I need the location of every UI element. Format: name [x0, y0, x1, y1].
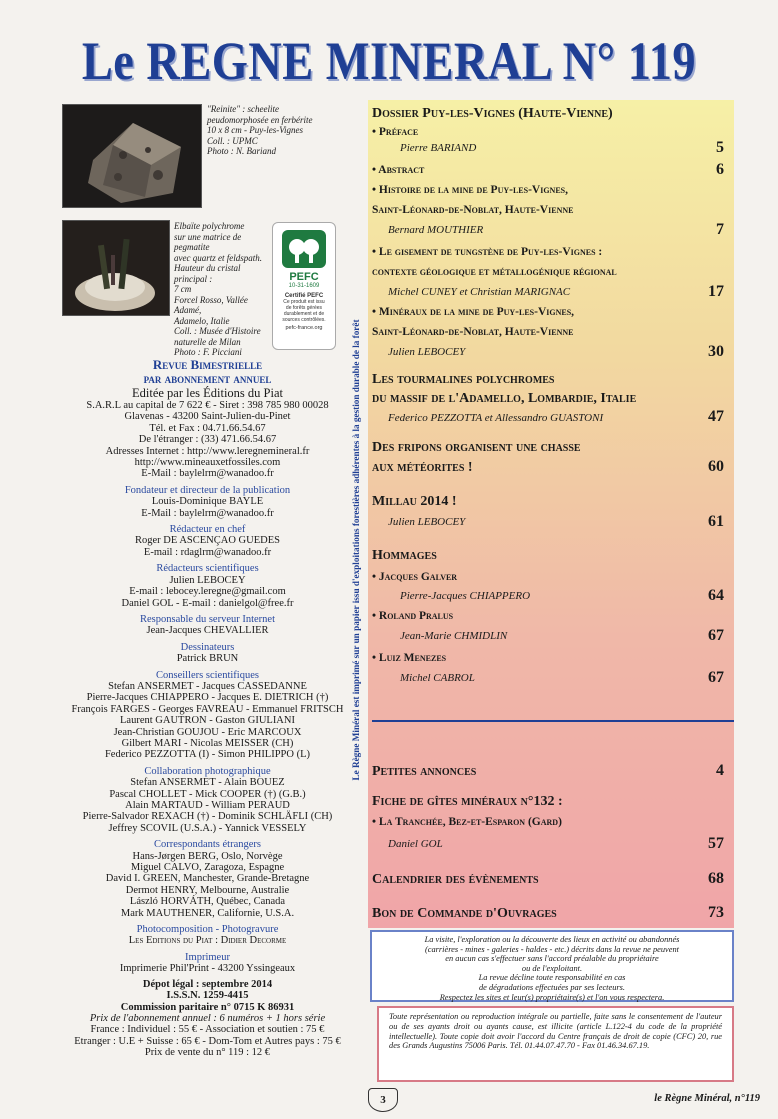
role-title: Photocomposition - Photogravure	[136, 924, 279, 936]
toc-author: Bernard MOUTHIER	[388, 224, 484, 236]
page-number: 3	[368, 1088, 398, 1112]
toc-item: • Histoire de la mine de Puy-les-Vignes,	[372, 184, 568, 196]
role-line: E-mail : rdaglrm@wanadoo.fr	[143, 546, 272, 558]
notice1-line: La visite, l'exploration ou la découverte des lieux en activité ou abandonnés	[424, 935, 680, 944]
address-line: Adresses Internet : http://www.leregnemineral.fr	[105, 445, 310, 457]
toc-section: Millau 2014 !	[372, 494, 457, 509]
prix-abonnement: Prix de l'abonnement annuel : 6 numéros + 1 hors série	[89, 1012, 326, 1024]
role-line: Imprimerie Phil'Print - 43200 Yssingeaux	[119, 963, 296, 975]
toc-page: 67	[708, 627, 724, 644]
toc-section: Bon de Commande d'Ouvrages	[372, 906, 557, 921]
toc-page: 68	[708, 870, 724, 887]
masthead	[50, 358, 365, 1059]
role-line: Patrick BRUN	[176, 653, 239, 665]
role-line: Jean-Jacques CHEVALLIER	[146, 625, 269, 637]
toc-page: 67	[708, 669, 724, 686]
page-title: Le REGNE MINERAL N° 119	[81, 31, 697, 91]
role-line: François FARGES - Georges FAVREAU - Emmanuel FRITSCH	[71, 703, 344, 715]
toc-section: Petites annonces	[372, 764, 477, 779]
vertical-paper-note	[349, 250, 363, 850]
toc-section: Calendrier des évènements	[372, 872, 539, 887]
toc-page: 5	[716, 139, 724, 156]
photo2-caption-line: Hauteur du cristal principal :	[174, 263, 241, 284]
notice1-line: (carrières - mines - galeries - haldes - etc.) décrits dans la revue ne peuvent	[424, 944, 680, 954]
notice1-line: de dégradations effectuées par ses lecteurs.	[478, 982, 626, 992]
pefc-text-line: sources contrôlées.	[282, 317, 326, 323]
commission: Commission paritaire n° 0715 K 86931	[120, 1001, 295, 1013]
photo1-caption-line: Coll. : UPMC	[207, 135, 258, 146]
pefc-brand: PEFC	[289, 271, 319, 283]
toc-author: Pierre-Jacques CHIAPPERO	[400, 590, 531, 602]
footer-magazine: le Règne Minéral, n°119	[654, 1093, 760, 1104]
toc-page: 61	[708, 513, 724, 530]
toc-item: Saint-Léonard-de-Noblat, Haute-Vienne	[372, 326, 574, 338]
role-line: Julien LEBOCEY	[169, 574, 246, 586]
toc-page: 47	[708, 408, 724, 425]
toc-item: • Le gisement de tungstène de Puy-les-Vignes :	[372, 246, 603, 258]
toc-author: Daniel GOL	[388, 838, 443, 850]
toc-section: Fiche de gîtes minéraux n°132 :	[372, 794, 563, 809]
abonnement-label: par abonnement annuel	[143, 371, 272, 386]
photo2-caption-line: naturelle de Milan	[174, 336, 241, 347]
photo2-caption-line: 7 cm	[174, 284, 192, 294]
role-title: Fondateur et directeur de la publication	[124, 484, 291, 496]
pefc-cert: Certifié PEFC	[284, 293, 324, 299]
toc-author: Michel CUNEY et Christian MARIGNAC	[388, 286, 571, 298]
role-line: Jean-Christian GOUJOU - Eric MARCOUX	[113, 726, 302, 738]
photo2-caption-line: Coll. : Musée d'Histoire	[174, 326, 261, 336]
prix-etranger: Etranger : U.E + Suisse : 65 € - Dom-Tom et Autres pays : 75 €	[74, 1035, 341, 1047]
editor: Editée par les Éditions du Piat	[131, 386, 283, 400]
role-line: Louis-Dominique BAYLE	[151, 496, 264, 508]
notice1-line: en aucun cas s'effectuer sans l'accord préalable du propriétaire	[445, 954, 659, 964]
toc-page: 30	[708, 343, 724, 360]
toc-page: 73	[708, 904, 724, 921]
toc-author: Jean-Marie CHMIDLIN	[400, 630, 508, 642]
role-line: Roger DE ASCENÇAO GUEDES	[135, 535, 280, 547]
role-line: Pierre-Salvador REXACH (†) - Dominik SCHLÄFLI (CH)	[82, 811, 333, 823]
toc-page: 7	[716, 221, 724, 238]
toc-item: • Jacques Galver	[372, 571, 458, 583]
photo1-caption-line: Photo : N. Bariand	[207, 146, 276, 156]
role-line: Pascal CHOLLET - Mick COOPER (†) (G.B.)	[109, 788, 306, 800]
toc-author: Pierre BARIAND	[400, 142, 477, 154]
vertical-paper-note-text: Le Règne Minéral est imprimé sur un papier issu d'exploitations forestières adhérentes à la gestion durable de la forêt	[351, 319, 361, 781]
photo1-caption-line: 10 x 8 cm - Puy-les-Vignes	[207, 125, 304, 135]
pefc-code: 10-31-1609	[288, 283, 320, 289]
notice1-line: Respectez les sites et leur(s) propriétaire(s) et l'on vous respectera.	[439, 992, 665, 1002]
toc-divider	[372, 720, 734, 722]
address-line: Tél. et Fax : 04.71.66.54.67	[149, 422, 266, 434]
toc-section: du massif de l'Adamello, Lombardie, Italie	[372, 391, 637, 406]
role-title: Imprimeur	[185, 951, 230, 963]
pefc-text-line: durablement et de	[283, 311, 325, 317]
toc-item: • Luiz Menezes	[372, 652, 447, 664]
photo2-caption-line: avec quartz et feldspath.	[174, 252, 262, 263]
copyright-notice: Toute représentation ou reproduction intégrale ou partielle, faite sans le consentement de l'auteur ou de ses ayants droit ou ayants cause, est illicite (article L.122-4 du code de la propriété intellectuelle). Toute copie doit avoir l'accord du Centre français de droit de copie (CFC) 20, rue des Grands Augustins 75006 Paris. Tél. 01.44.07.47.70 - Fax 01.46.34.67.19.	[377, 1006, 734, 1082]
toc-section: Hommages	[372, 548, 437, 563]
photo1-caption-line: peudomorphosée en ferbérite	[207, 114, 313, 125]
toc-page: 6	[716, 161, 724, 178]
elbaite-image	[63, 221, 170, 316]
role-line: E-Mail : baylelrm@wanadoo.fr	[141, 507, 274, 519]
role-title: Correspondants étrangers	[153, 839, 261, 851]
toc-page: 57	[708, 835, 724, 852]
address-line: E-Mail : baylelrm@wanadoo.fr	[141, 468, 274, 480]
role-title: Rédacteurs scientifiques	[156, 563, 259, 575]
toc-item: Saint-Léonard-de-Noblat, Haute-Vienne	[372, 204, 574, 216]
toc-item: • Roland Pralus	[372, 610, 454, 622]
role-line: Jeffrey SCOVIL (U.S.A.) - Yannick VESSELY	[108, 822, 307, 834]
role-line: Stefan ANSERMET - Jacques CASSEDANNE	[108, 680, 307, 692]
prix-vente: Prix de vente du n° 119 : 12 €	[144, 1047, 271, 1059]
pefc-site: pefc-france.org	[285, 325, 323, 331]
toc-author: Julien LEBOCEY	[388, 346, 466, 358]
role-title: Rédacteur en chef	[169, 524, 246, 536]
role-line: Laurent GAUTRON - Gaston GIULIANI	[120, 715, 295, 727]
notice1-line: La revue décline toute responsabilité en cas	[478, 973, 626, 983]
role-line: Daniel GOL - E-mail : danielgol@free.fr	[121, 597, 294, 609]
pefc-text-line: Ce produit est issu	[283, 299, 325, 305]
address-line: http://www.mineauxetfossiles.com	[134, 457, 281, 469]
role-line: Miguel CALVO, Zaragoza, Espagne	[130, 862, 285, 874]
role-line: Alain MARTAUD - William PERAUD	[125, 800, 290, 811]
role-title: Responsable du serveur Internet	[140, 613, 275, 625]
role-line: Hans-Jørgen BERG, Oslo, Norvège	[132, 850, 283, 862]
toc-author: Julien LEBOCEY	[388, 516, 466, 528]
role-title: Collaboration photographique	[144, 765, 271, 777]
role-line: David I. GREEN, Manchester, Grande-Bretagne	[105, 873, 310, 885]
toc-page: 17	[708, 283, 724, 300]
photo2-caption-line: Photo : F. Picciani	[174, 347, 242, 357]
toc-section: Les tourmalines polychromes	[372, 372, 555, 387]
role-line: Federico PEZZOTTA (I) - Simon PHILIPPO (L)	[104, 749, 311, 761]
toc-item: contexte géologique et métallogénique régional	[372, 266, 617, 278]
table-of-contents	[368, 100, 734, 928]
toc-page: 60	[708, 458, 724, 475]
prix-france: France : Individuel : 55 € - Association et soutien : 75 €	[90, 1024, 325, 1036]
photo2-caption-line: Elbaïte polychrome	[174, 221, 245, 231]
role-line: Les Editions du Piat : Didier Decorme	[128, 935, 287, 947]
role-line: Stefan ANSERMET - Alain BOUEZ	[130, 777, 285, 789]
scheelite-image	[63, 105, 202, 208]
address-line: S.A.R.L au capital de 7 622 € - Siret : 398 785 980 00028	[86, 400, 329, 411]
role-title: Conseillers scientifiques	[156, 669, 259, 681]
toc-item: • La Tranchée, Bez-et-Esparon (Gard)	[372, 816, 562, 828]
toc-author: Federico PEZZOTTA et Allessandro GUASTONI	[388, 412, 604, 424]
role-line: Dermot HENRY, Melbourne, Australie	[125, 884, 290, 896]
role-line: E-mail : lebocey.leregne@gmail.com	[129, 586, 286, 598]
toc-item: • Préface	[372, 126, 419, 138]
pefc-badge	[272, 222, 336, 350]
toc-section: Des fripons organisent une chasse	[372, 440, 581, 455]
pefc-tree-icon	[281, 229, 327, 269]
role-line: Mark MAUTHENER, Californie, U.S.A.	[120, 907, 295, 919]
toc-section: aux météorites !	[372, 460, 473, 475]
site-visit-notice	[370, 930, 734, 1002]
revue-label: Revue Bimestrielle	[152, 357, 263, 372]
toc-item: • Minéraux de la mine de Puy-les-Vignes,	[372, 306, 575, 318]
depot-legal: Dépot légal : septembre 2014	[142, 978, 273, 990]
specimen-photo-elbaite	[62, 220, 170, 316]
role-line: Gilbert MARI - Nicolas MEISSER (CH)	[121, 737, 294, 749]
address-line: De l'étranger : (33) 471.66.54.67	[138, 434, 277, 446]
pefc-text-line: de forêts gérées	[285, 305, 323, 311]
photo2-caption-line: Adamelo, Italie	[174, 315, 230, 326]
toc-item: • Abstract	[372, 164, 425, 176]
toc-author: Michel CABROL	[400, 672, 475, 684]
role-title: Dessinateurs	[180, 641, 235, 653]
photo2-caption-line: Forcel Rosso, Vallée Adamé,	[174, 294, 248, 315]
specimen-photo-scheelite	[62, 104, 202, 208]
issn: I.S.S.N. 1259-4415	[166, 990, 249, 1002]
toc-section: Dossier Puy-les-Vignes (Haute-Vienne)	[372, 106, 613, 121]
role-line: László HORVÁTH, Québec, Canada	[129, 896, 286, 908]
photo2-caption-line: sur une matrice de pegmatite	[174, 231, 242, 252]
address-line: Glavenas - 43200 Saint-Julien-du-Pinet	[124, 411, 291, 423]
notice1-line: ou de l'exploitant.	[521, 963, 583, 973]
photo1-caption-line: "Reinite" : scheelite	[207, 104, 280, 114]
toc-page: 64	[708, 587, 724, 604]
role-line: Pierre-Jacques CHIAPPERO - Jacques E. DIETRICH (†)	[86, 692, 329, 704]
toc-page: 4	[716, 762, 724, 779]
